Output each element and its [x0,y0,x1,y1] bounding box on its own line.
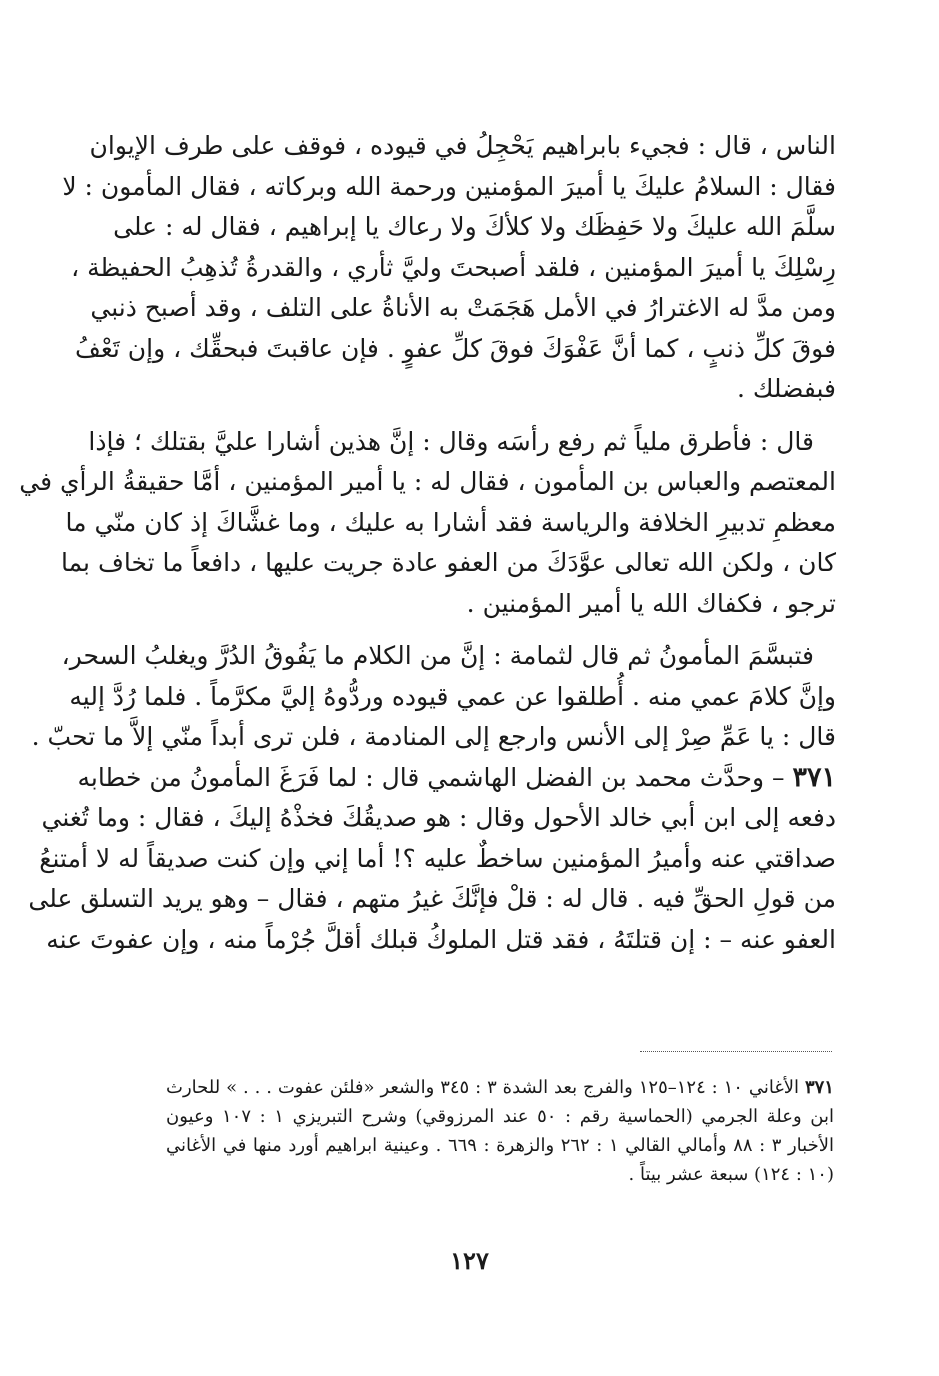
paragraph-1 [62,126,836,410]
text-line: وإنَّ كلامَ عمي منه . أُطلقوا عن عمي قيوده وردُّوهُ إليَّ مكرَّماً . فلما رُدَّ إليه [69,681,836,711]
paragraph-2 [19,422,836,625]
text-line: دفعه إلى ابن أبي خالد الأحول وقال : هو صديقُكَ فخذْهُ إليكَ ، فقال : وما تُغني [41,803,836,832]
text-line: كان ، ولكن الله تعالى عوَّدَكَ من العفو عادة جريت عليها ، دافعاً ما تخاف بما [60,548,836,577]
paragraph-4 [28,758,836,961]
footnote-line: (١٠ : ١٢٤) سبعة عشر بيتاً . [628,1164,834,1185]
footnote-text: الأغاني ١٠ : ١٢٤–١٢٥ والفرج بعد الشدة ٣ : ٣٤٥ والشعر «فلئن عفوت . . . » للحارث [166,1077,800,1098]
text-line: رِسْلِكَ يا أميرَ المؤمنين ، فلقد أصبحتَ وليَّ ثأري ، والقدرةُ تُذهِبُ الحفيظة ، [71,252,836,282]
text-line: معظمِ تدبيرِ الخلافة والرياسة فقد أشارا به عليك ، وما غشَّاكَ إذ كان منّي ما [65,507,836,537]
text-line: الناس ، قال : فجيء بابراهيم يَحْجِلُ في قيوده ، فوقف على طرف الإيوان [89,131,836,160]
footnotes [166,1073,834,1189]
text-line: صداقتي عنه وأميرُ المؤمنين ساخطٌ عليه ؟! أما إني وإن كنت صديقاً له لا أمتنعُ [39,843,836,873]
entry-number: ٣٧١ [792,761,836,793]
text-line: المعتصم والعباس بن المأمون ، فقال له : يا أمير المؤمنين ، أمَّا حقيقةُ الرأي في [19,467,836,496]
paragraph-3 [31,636,836,758]
text-line: ومن مدَّ له الاغترارُ في الأمل هَجَمَتْ به الأناةُ على التلف ، وقد أصبح ذنبي [90,293,836,322]
text-line: فبفضلك . [736,374,836,403]
main-text [19,126,836,960]
text-line: قال : يا عَمِّ صِرْ إلى الأنس وارجع إلى المنادمة ، فلن ترى أبداً منّي إلاَّ ما تحبّ . [31,722,836,751]
footnote-number: ٣٧١ [804,1077,834,1098]
text-line: ترجو ، فكفاك الله يا أمير المؤمنين . [466,588,836,618]
footnote-line: ابن وعلة الجرمي (الحماسية رقم : ٥٠ عند المرزوقي) وشرح التبريزي ١ : ١٠٧ وعيون [166,1106,835,1127]
text-segment: – وحدَّث محمد بن الفضل الهاشمي قال : لما فَرَغَ المأمونُ من خطابه [77,762,785,792]
text-line: فوقَ كلِّ ذنبٍ ، كما أنَّ عَفْوَكَ فوقَ كلِّ عفوٍ . فإن عاقبتَ فبحقِّك ، وإن تَعْفُ [74,333,836,363]
text-line [77,758,836,799]
text-line: من قولِ الحقِّ فيه . قال له : قلْ فإنَّكَ غيرُ متهم ، فقال – وهو يريد التسلق على [28,884,836,913]
text-line: فتبسَّمَ المأمونُ ثم قال لثمامة : إنَّ من الكلام ما يَفُوقُ الدُرَّ ويغلبُ السحر، [61,641,814,670]
text-line: فقال : السلامُ عليكَ يا أميرَ المؤمنين ورحمة الله وبركاته ، فقال المأمون : لا [62,171,836,201]
page-number: ١٢٧ [450,1246,489,1275]
text-line: قال : فأطرق ملياً ثم رفع رأسَه وقال : إنَّ هذين أشارا عليَّ بقتلك ؛ فإذا [88,426,814,456]
text-line: سلَّمَ الله عليكَ ولا حَفِظَك ولا كلأكَ ولا رعاك يا إبراهيم ، فقال له : على [113,212,836,241]
text-line: العفو عنه – : إن قتلتَهُ ، فقد قتل الملوكُ قبلك أقلَّ جُرْماً منه ، وإن عفوتَ عنه [46,924,836,954]
footnote-line: الأخبار ٣ : ٨٨ وأمالي القالي ١ : ٢٦٢ والزهرة : ٦٦٩ . وعينية ابراهيم أورد منها في الأغاني [166,1135,834,1156]
footnote-divider [640,1051,832,1052]
footnote-line [166,1073,834,1102]
